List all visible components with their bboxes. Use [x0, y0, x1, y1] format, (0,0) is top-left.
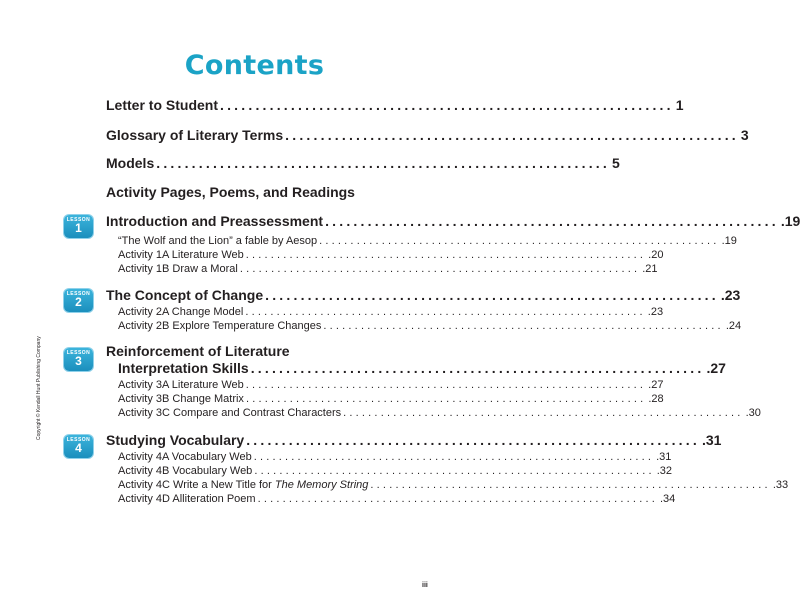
- lesson-3-title[interactable]: Interpretation Skills ................................................................ .27: [118, 360, 726, 376]
- lesson-4-title[interactable]: Studying Vocabulary ................................................................ .31: [106, 432, 722, 448]
- section-heading: Activity Pages, Poems, and Readings: [106, 184, 355, 200]
- toc-entry-letter[interactable]: Letter to Student ................................................................ 1: [106, 97, 684, 113]
- toc-subentry[interactable]: Activity 1A Literature Web ................................................................ .20: [118, 249, 664, 261]
- page-title: Contents: [184, 50, 325, 81]
- toc-subentry[interactable]: Activity 4C Write a New Title for The Memory String ................................................................ .33: [118, 479, 789, 491]
- toc-subentry[interactable]: “The Wolf and the Lion” a fable by Aesop ................................................................ .19: [118, 235, 737, 247]
- toc-subentry[interactable]: Activity 3A Literature Web ................................................................ .27: [118, 379, 664, 391]
- lesson-2-title[interactable]: The Concept of Change ................................................................ .23: [106, 287, 741, 303]
- lesson-badge-3: LESSON 3: [64, 348, 93, 371]
- lesson-badge-1: LESSON 1: [64, 215, 93, 238]
- toc-entry-glossary[interactable]: Glossary of Literary Terms ................................................................ 3: [106, 127, 749, 143]
- toc-subentry[interactable]: Activity 1B Draw a Moral ................................................................ .21: [118, 263, 658, 275]
- toc-subentry[interactable]: Activity 3B Change Matrix ................................................................ .28: [118, 393, 664, 405]
- toc-subentry[interactable]: Activity 2B Explore Temperature Changes ................................................................ .24: [118, 320, 742, 332]
- lesson-1-title[interactable]: Introduction and Preassessment ................................................................ .19: [106, 213, 800, 229]
- toc-subentry[interactable]: Activity 4A Vocabulary Web ................................................................ .31: [118, 451, 672, 463]
- toc-subentry[interactable]: Activity 4B Vocabulary Web ................................................................ .32: [118, 465, 673, 477]
- page-number: iii: [422, 582, 428, 589]
- lesson-badge-2: LESSON 2: [64, 289, 93, 312]
- toc-entry-models[interactable]: Models ................................................................ 5: [106, 155, 620, 171]
- toc-subentry[interactable]: Activity 2A Change Model ................................................................ .23: [118, 306, 664, 318]
- copyright-notice: Copyright © Kendall Hunt Publishing Company: [36, 336, 42, 440]
- lesson-3-title-line1[interactable]: Reinforcement of Literature: [106, 343, 290, 359]
- toc-subentry[interactable]: Activity 3C Compare and Contrast Characters ................................................................ .30: [118, 407, 761, 419]
- toc-subentry[interactable]: Activity 4D Alliteration Poem ................................................................ .34: [118, 493, 676, 505]
- lesson-badge-4: LESSON 4: [64, 435, 93, 458]
